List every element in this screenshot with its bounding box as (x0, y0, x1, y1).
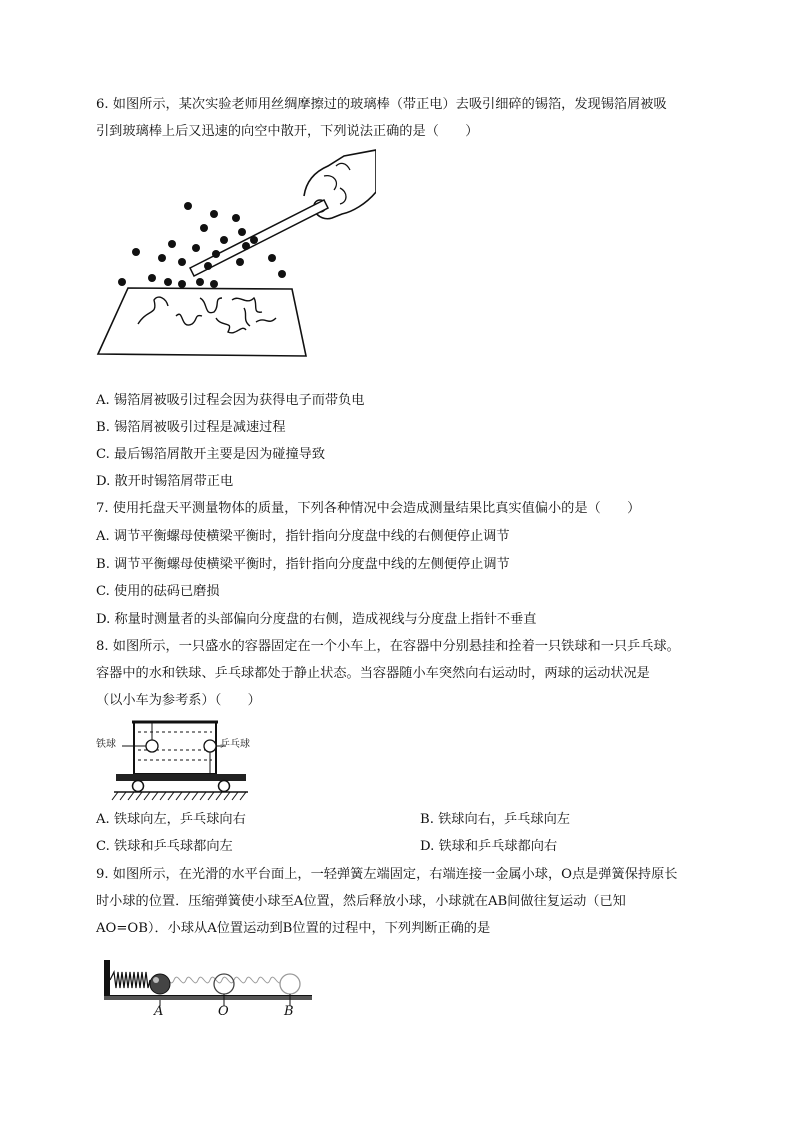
q6-option-c: C. 最后锡箔屑散开主要是因为碰撞导致 (96, 447, 326, 462)
position-a-label: A (154, 1004, 164, 1019)
q7-stem: 7. 使用托盘天平测量物体的质量，下列各种情况中会造成测量结果比真实值偏小的是（ ） (96, 501, 641, 516)
q9-stem-line2: 时小球的位置．压缩弹簧使小球至A位置，然后释放小球，小球就在AB间做往复运动（已知 (96, 894, 626, 909)
q6-figure-glass-rod-foil (96, 148, 376, 360)
q8-figure-cart-container (96, 716, 266, 806)
position-o-label: O (218, 1004, 229, 1019)
q8-option-c: C. 铁球和乒乓球都向左 (96, 839, 233, 854)
q7-option-d: D. 称量时测量者的头部偏向分度盘的右侧，造成视线与分度盘上指针不垂直 (96, 612, 537, 627)
q8-stem-line3: （以小车为参考系）（ ） (96, 693, 261, 708)
q6-option-d: D. 散开时锡箔屑带正电 (96, 474, 234, 489)
q8-option-d: D. 铁球和乒乓球都向右 (420, 839, 558, 854)
q8-option-b: B. 铁球向右，乒乓球向左 (420, 812, 570, 827)
q8-option-a: A. 铁球向左，乒乓球向右 (96, 812, 246, 827)
q6-option-b: B. 锡箔屑被吸引过程是减速过程 (96, 420, 286, 435)
q9-figure-spring-ball (100, 956, 320, 1022)
q7-option-b: B. 调节平衡螺母使横梁平衡时，指针指向分度盘中线的左侧便停止调节 (96, 557, 510, 572)
q6-stem-line1: 6. 如图所示，某次实验老师用丝绸摩擦过的玻璃棒（带正电）去吸引细碎的锡箔，发现锡箔屑被吸 (96, 97, 667, 112)
q8-stem-line1: 8. 如图所示，一只盛水的容器固定在一个小车上，在容器中分别悬挂和拴着一只铁球和一只乒乓球。 (96, 639, 680, 654)
q7-option-a: A. 调节平衡螺母使横梁平衡时，指针指向分度盘中线的右侧便停止调节 (96, 529, 510, 544)
iron-ball-label: 铁球 (96, 739, 116, 750)
q8-stem-line2: 容器中的水和铁球、乒乓球都处于静止状态。当容器随小车突然向右运动时，两球的运动状况是 (96, 666, 650, 681)
ping-pong-ball-label: 乒乓球 (220, 739, 250, 750)
q9-stem-line1: 9. 如图所示，在光滑的水平台面上，一轻弹簧左端固定，右端连接一金属小球，O点是弹簧保持原长 (96, 867, 678, 882)
q6-stem-line2: 引到玻璃棒上后又迅速的向空中散开，下列说法正确的是（ ） (96, 124, 479, 139)
q7-option-c: C. 使用的砝码已磨损 (96, 584, 220, 599)
position-b-label: B (284, 1004, 294, 1019)
q9-stem-line3: AO=OB）．小球从A位置运动到B位置的过程中，下列判断正确的是 (96, 921, 491, 936)
q6-option-a: A. 锡箔屑被吸引过程会因为获得电子而带负电 (96, 393, 365, 408)
